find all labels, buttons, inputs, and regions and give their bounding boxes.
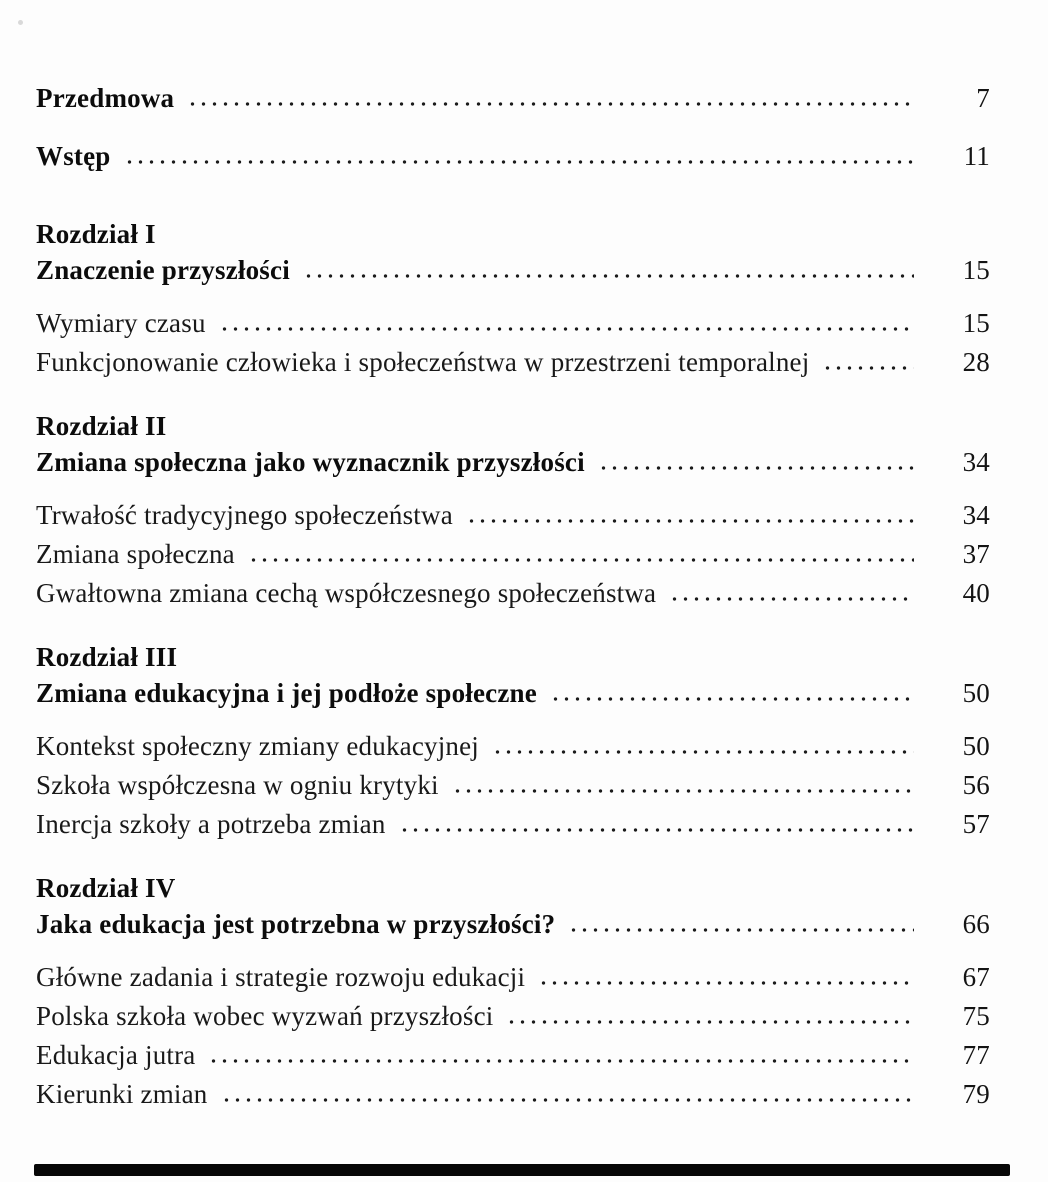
toc-entry [36, 808, 990, 840]
toc-page-number: 34 [962, 447, 990, 477]
dot-leader [466, 501, 914, 531]
dot-leader [187, 84, 914, 114]
dot-leader [248, 540, 914, 570]
toc-page-number: 7 [976, 83, 990, 113]
toc-page-number: 67 [962, 962, 990, 992]
toc-page-number: 28 [962, 347, 990, 377]
toc-page-number: 56 [962, 770, 990, 800]
dot-leader [598, 448, 914, 478]
scan-artifact-bar [34, 1164, 1010, 1176]
toc-entry-label: Rozdział II [36, 411, 167, 441]
dot-leader [208, 1041, 914, 1071]
toc-entry-label: Inercja szkoły a potrzeba zmian [36, 809, 386, 839]
toc-page-number: 75 [962, 1001, 990, 1031]
toc-entry [36, 410, 990, 442]
toc-page-number: 34 [962, 500, 990, 530]
dot-leader [506, 1002, 914, 1032]
toc-entry [36, 577, 990, 609]
toc-page-number: 57 [962, 809, 990, 839]
toc-entry [36, 346, 990, 378]
dot-leader [219, 309, 914, 339]
dot-leader [452, 771, 914, 801]
toc-entry-label: Zmiana edukacyjna i jej podłoże społeczne [36, 678, 537, 708]
toc-entry [36, 769, 990, 801]
toc-entry [36, 641, 990, 673]
dot-leader [568, 910, 914, 940]
toc-entry-label: Kierunki zmian [36, 1079, 208, 1109]
toc-entry [36, 218, 990, 250]
toc-page-number: 40 [962, 578, 990, 608]
toc-entry-label: Szkoła współczesna w ogniu krytyki [36, 770, 439, 800]
dot-leader [538, 963, 914, 993]
toc-page-number: 66 [962, 909, 990, 939]
toc-entry-label: Jaka edukacja jest potrzebna w przyszłości? [36, 909, 556, 939]
toc-entry-label: Gwałtowna zmiana cechą współczesnego społeczeństwa [36, 578, 657, 608]
toc-entry-label: Trwałość tradycyjnego społeczeństwa [36, 500, 453, 530]
scan-speck-artifact [18, 20, 23, 25]
toc-entry-label: Rozdział IV [36, 873, 176, 903]
toc-page-number: 15 [962, 255, 990, 285]
toc-entry [36, 908, 990, 940]
toc-entry-label: Rozdział III [36, 642, 178, 672]
toc-entry [36, 446, 990, 478]
toc-entry [36, 1000, 990, 1032]
toc-page-number: 11 [963, 141, 990, 171]
dot-leader [492, 732, 914, 762]
dot-leader [550, 679, 914, 709]
toc-entry [36, 961, 990, 993]
toc-page-number: 37 [962, 539, 990, 569]
toc-entry-label: Kontekst społeczny zmiany edukacyjnej [36, 731, 480, 761]
toc-entry [36, 82, 990, 114]
dot-leader [303, 256, 914, 286]
toc-page-number: 79 [962, 1079, 990, 1109]
toc-entry-label: Edukacja jutra [36, 1040, 196, 1070]
toc-entry-label: Zmiana społeczna jako wyznacznik przyszłości [36, 447, 585, 477]
toc-entry-label: Polska szkoła wobec wyzwań przyszłości [36, 1001, 494, 1031]
toc-list [36, 0, 990, 1110]
toc-page-number: 15 [962, 308, 990, 338]
dot-leader [124, 142, 915, 172]
toc-entry-label: Znaczenie przyszłości [36, 255, 290, 285]
toc-entry [36, 677, 990, 709]
toc-entry-label: Funkcjonowanie człowieka i społeczeństwa w przestrzeni temporalnej [36, 347, 810, 377]
toc-entry-label: Wymiary czasu [36, 308, 206, 338]
toc-entry [36, 872, 990, 904]
toc-entry [36, 307, 990, 339]
toc-entry-label: Przedmowa [36, 83, 175, 113]
toc-entry [36, 538, 990, 570]
toc-entry [36, 499, 990, 531]
toc-entry-label: Wstęp [36, 141, 111, 171]
dot-leader [669, 579, 914, 609]
toc-page-number: 50 [962, 678, 990, 708]
toc-entry-label: Zmiana społeczna [36, 539, 235, 569]
dot-leader [221, 1080, 915, 1110]
toc-entry [36, 140, 990, 172]
dot-leader [822, 348, 914, 378]
toc-entry-label: Rozdział I [36, 219, 156, 249]
dot-leader [399, 810, 914, 840]
toc-entry [36, 254, 990, 286]
toc-page-number: 77 [962, 1040, 990, 1070]
toc-entry [36, 730, 990, 762]
toc-page-number: 50 [962, 731, 990, 761]
toc-entry [36, 1039, 990, 1071]
toc-entry-label: Główne zadania i strategie rozwoju edukacji [36, 962, 526, 992]
toc-entry [36, 1078, 990, 1110]
